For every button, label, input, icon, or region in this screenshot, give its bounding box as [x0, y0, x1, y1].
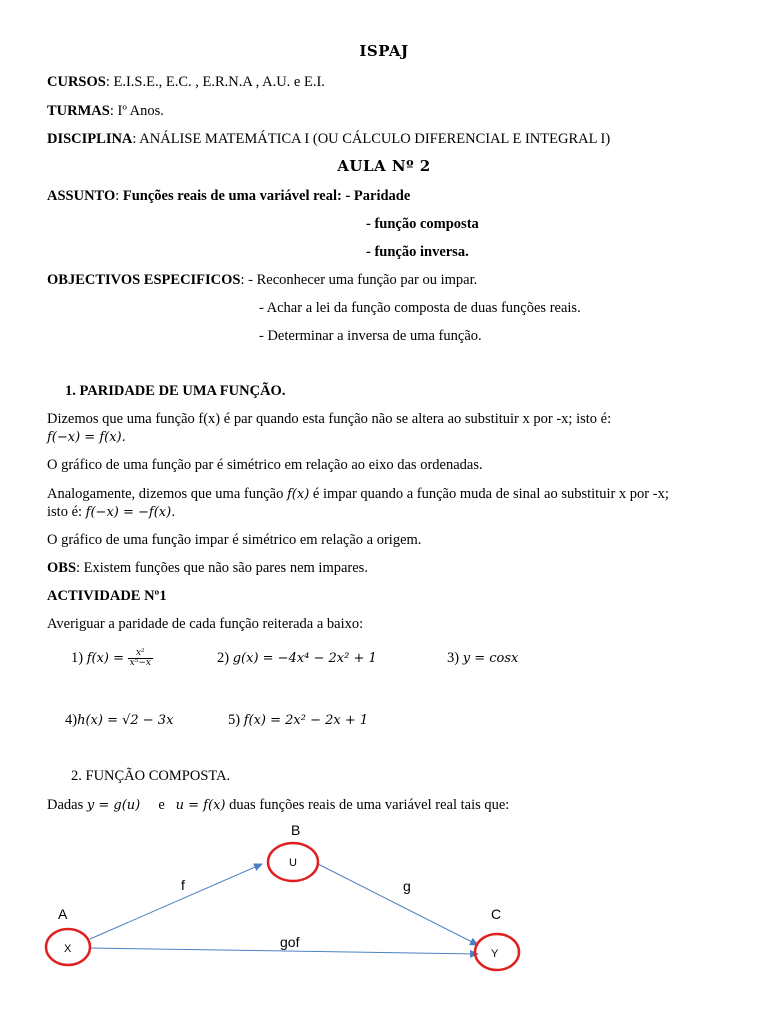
turmas-line	[47, 102, 164, 120]
disciplina-label: DISCIPLINA	[47, 131, 133, 147]
objectivos-label: OBJECTIVOS ESPECIFICOS	[47, 272, 241, 288]
disciplina-line	[47, 130, 610, 148]
section1-p3-a: Analogamente, dizemos que uma função	[47, 486, 287, 502]
aula-heading: AULA Nº 2	[337, 157, 431, 175]
section2-intro-u: u = f(x)	[175, 798, 226, 813]
assunto-line2: - função composta	[366, 216, 479, 232]
arrow-gof-label: gof	[280, 934, 300, 950]
turmas-value: : Iº Anos.	[109, 103, 164, 119]
exercise-1-numerator: x²	[128, 649, 153, 659]
objectivos-line3: - Determinar a inversa de uma função.	[259, 328, 482, 344]
exercise-3-expr: y = cosx	[462, 651, 519, 666]
section1-p4: O gráfico de uma função impar é simétrico em relação a origem.	[47, 532, 422, 548]
exercise-5-expr: f(x) = 2x² − 2x + 1	[243, 713, 369, 728]
exercise-1-fraction	[128, 649, 153, 668]
section1-p3-b: é impar quando a função muda de sinal ao substituir x por -x;	[309, 486, 669, 502]
node-x: X	[64, 943, 72, 955]
assunto-line1: Funções reais de uma variável real: - Paridade	[122, 188, 411, 204]
disciplina-value: : ANÁLISE MATEMÁTICA I (OU CÁLCULO DIFERENCIAL E INTEGRAL I)	[132, 131, 611, 147]
cursos-line	[47, 73, 325, 91]
section1-p1-formula: f(−x) = f(x).	[47, 430, 126, 445]
node-y: Y	[491, 948, 499, 960]
exercise-3-number: 3)	[447, 650, 460, 666]
exercise-2	[217, 649, 377, 668]
obs-label: OBS	[47, 560, 77, 576]
exercise-3	[447, 649, 518, 668]
composition-diagram	[0, 800, 768, 1024]
arrow-f	[90, 864, 262, 939]
turmas-label: TURMAS	[47, 103, 110, 119]
assunto-line	[47, 187, 410, 205]
cursos-value: : E.I.S.E., E.C. , E.R.N.A , A.U. e E.I.	[105, 74, 325, 90]
node-u: U	[289, 857, 297, 869]
section2-intro-a: Dadas	[47, 797, 87, 813]
section1-p3-line1	[47, 485, 669, 504]
exercise-1-number: 1)	[71, 650, 84, 666]
exercise-4-number: 4)	[65, 712, 78, 728]
arrow-g	[318, 864, 478, 945]
objectivos-line2: - Achar a lei da função composta de duas funções reais.	[259, 300, 581, 316]
section2-intro-b: duas funções reais de uma variável real tais que:	[225, 797, 510, 813]
section1-p3-formula: f(−x) = −f(x).	[85, 505, 176, 520]
section1-p3-c: isto é:	[47, 504, 86, 520]
section1-p3-fx: f(x)	[286, 487, 310, 502]
arrow-g-label: g	[403, 878, 411, 894]
exercise-4-expr: h(x) = √2 − 3x	[77, 713, 174, 728]
exercise-5	[228, 711, 368, 730]
section1-p1-text: Dizemos que uma função f(x) é par quando esta função não se altera ao substituir x por -x; isto é:	[47, 411, 612, 427]
exercise-5-number: 5)	[228, 712, 241, 728]
exercise-1-denominator: x⁵−x	[129, 658, 151, 669]
section2-heading: 2. FUNÇÃO COMPOSTA.	[71, 768, 231, 784]
exercise-2-number: 2)	[217, 650, 230, 666]
cursos-label: CURSOS	[47, 74, 106, 90]
assunto-line3: - função inversa.	[366, 244, 469, 260]
arrow-f-label: f	[181, 877, 185, 893]
document-title: ISPAJ	[359, 42, 409, 60]
obs-text: : Existem funções que não são pares nem impares.	[76, 560, 368, 576]
diagram-label-c: C	[491, 906, 502, 922]
assunto-label: ASSUNTO	[47, 188, 116, 204]
objectivos-line	[47, 271, 477, 289]
objectivos-line1: : - Reconhecer uma função par ou impar.	[240, 272, 478, 288]
exercise-1	[71, 649, 153, 668]
exercise-4	[65, 711, 173, 730]
obs-line	[47, 559, 368, 577]
section1-p2: O gráfico de uma função par é simétrico em relação ao eixo das ordenadas.	[47, 457, 483, 473]
section1-p3-line2	[47, 503, 175, 522]
exercise-2-expr: g(x) = −4x⁴ − 2x² + 1	[232, 651, 377, 666]
section2-intro-e: e	[140, 797, 176, 813]
section2-intro-y: y = g(u)	[86, 798, 141, 813]
actividade-title: ACTIVIDADE Nº1	[47, 588, 167, 604]
diagram-label-b: B	[291, 822, 301, 838]
assunto-sep: :	[115, 188, 123, 204]
exercise-1-lhs: f(x) =	[86, 651, 125, 666]
section1-heading: 1. PARIDADE DE UMA FUNÇÃO.	[65, 383, 286, 399]
actividade-instruction: Averiguar a paridade de cada função reiterada a baixo:	[47, 616, 364, 632]
diagram-label-a: A	[58, 906, 68, 922]
